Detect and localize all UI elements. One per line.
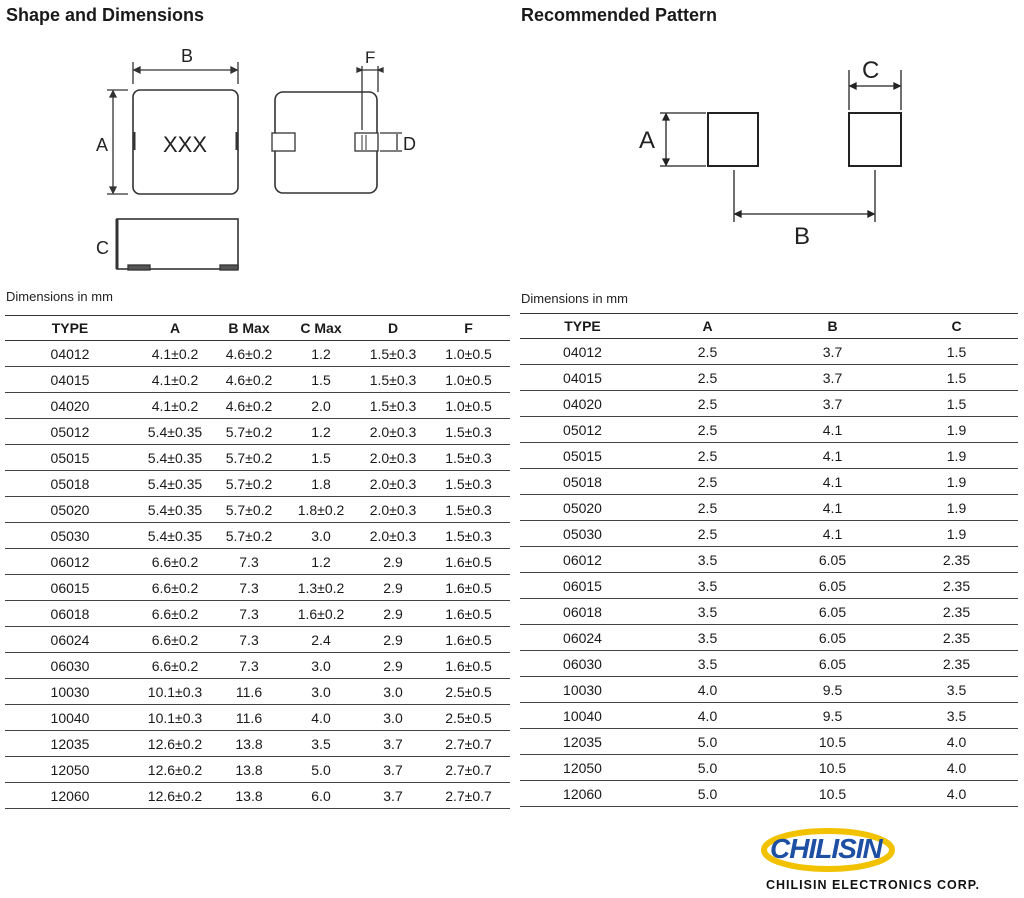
dimensions-table-cell: 7.3 [215,627,283,653]
pattern-table-cell: 1.5 [895,339,1018,365]
pattern-table-cell: 6.05 [770,625,895,651]
dimensions-table-header-2: B Max [215,316,283,341]
dimensions-table-row [5,549,510,575]
pattern-table-cell: 05018 [520,469,645,495]
pattern-table-cell: 5.0 [645,781,770,807]
dimensions-table-cell: 06030 [5,653,135,679]
pattern-table-cell: 6.05 [770,599,895,625]
dimensions-table-cell: 4.1±0.2 [135,341,215,367]
pattern-table-cell: 3.5 [645,547,770,573]
pattern-table-cell: 3.5 [645,573,770,599]
dimensions-table-cell: 1.2 [283,341,359,367]
dimensions-table-cell: 1.8±0.2 [283,497,359,523]
dimensions-table-cell: 05030 [5,523,135,549]
pattern-table-cell: 4.1 [770,469,895,495]
dimensions-table-cell: 06018 [5,601,135,627]
pattern-table-row [520,677,1018,703]
dimensions-table-cell: 2.9 [359,549,427,575]
pattern-table-cell: 1.5 [895,365,1018,391]
dimensions-table-cell: 1.5±0.3 [427,445,510,471]
pattern-table-cell: 06030 [520,651,645,677]
pattern-table-row [520,547,1018,573]
pattern-table-cell: 4.0 [645,677,770,703]
pattern-table-cell: 2.5 [645,339,770,365]
pattern-table-cell: 12035 [520,729,645,755]
pattern-table-row [520,703,1018,729]
pattern-label-a: A [639,127,656,154]
dimensions-table-cell: 05012 [5,419,135,445]
dimensions-table-cell: 4.1±0.2 [135,367,215,393]
dimensions-table-cell: 5.7±0.2 [215,471,283,497]
pattern-table-cell: 4.1 [770,521,895,547]
pattern-table-row [520,625,1018,651]
dimensions-table-cell: 1.5±0.3 [427,471,510,497]
pattern-table-cell: 4.1 [770,443,895,469]
pattern-table-cell: 4.0 [895,781,1018,807]
dimensions-table-cell: 3.5 [283,731,359,757]
pattern-table-cell: 5.0 [645,755,770,781]
dimensions-table-cell: 2.0 [283,393,359,419]
dimensions-table-cell: 1.6±0.2 [283,601,359,627]
pattern-table-cell: 3.7 [770,339,895,365]
dimensions-table-cell: 1.5 [283,445,359,471]
dimensions-table-cell: 3.0 [283,679,359,705]
pattern-table-row [520,573,1018,599]
pattern-table-row [520,521,1018,547]
pattern-label-c: C [862,57,880,84]
dimensions-table-cell: 1.5±0.3 [359,393,427,419]
pattern-table-cell: 10030 [520,677,645,703]
shape-dimensions-title: Shape and Dimensions [6,5,205,25]
pattern-table-cell: 2.5 [645,521,770,547]
pattern-table-row [520,443,1018,469]
pattern-label-b: B [794,223,811,250]
pattern-table-cell: 1.9 [895,469,1018,495]
dimensions-table-cell: 2.5±0.5 [427,679,510,705]
label-d: D [403,134,416,154]
pattern-table-cell: 3.5 [645,651,770,677]
dimensions-table-cell: 5.7±0.2 [215,445,283,471]
pattern-table-cell: 10.5 [770,729,895,755]
pattern-table-row [520,755,1018,781]
recommended-pattern-title: Recommended Pattern [521,5,718,25]
dimensions-table-row [5,471,510,497]
dimensions-table-row [5,705,510,731]
pattern-table-cell: 05015 [520,443,645,469]
pattern-table-cell: 2.5 [645,443,770,469]
chilisin-logo [760,826,920,872]
pattern-table-cell: 10.5 [770,755,895,781]
dimensions-table-row [5,393,510,419]
dimensions-table-cell: 6.6±0.2 [135,653,215,679]
marking-text: XXX [163,132,208,157]
pattern-table-cell: 5.0 [645,729,770,755]
dimensions-table-cell: 12.6±0.2 [135,731,215,757]
dimensions-table-row [5,627,510,653]
pattern-table-cell: 06012 [520,547,645,573]
dimensions-table-cell: 5.7±0.2 [215,497,283,523]
dimensions-table-cell: 4.1±0.2 [135,393,215,419]
dimensions-table-cell: 2.0±0.3 [359,497,427,523]
dimensions-table-cell: 1.6±0.5 [427,653,510,679]
dimensions-table-cell: 7.3 [215,575,283,601]
pattern-table-header-1: A [645,314,770,339]
pattern-table-row [520,417,1018,443]
dimensions-table-row [5,419,510,445]
dimensions-table-cell: 2.9 [359,653,427,679]
dimensions-table-cell: 1.2 [283,549,359,575]
dimensions-table-cell: 2.7±0.7 [427,731,510,757]
company-name: CHILISIN ELECTRONICS CORP. [766,878,980,892]
dimensions-table-header [5,316,510,341]
pattern-table-cell: 2.35 [895,625,1018,651]
dimensions-table-cell: 5.4±0.35 [135,523,215,549]
dimensions-table-cell: 05015 [5,445,135,471]
pattern-table-cell: 06015 [520,573,645,599]
dimensions-table-cell: 3.0 [283,523,359,549]
pattern-drawing [620,40,980,260]
pattern-table-cell: 4.1 [770,417,895,443]
dimensions-table-cell: 3.0 [283,653,359,679]
pattern-table-cell: 2.35 [895,599,1018,625]
pattern-table-row [520,729,1018,755]
pattern-table-row [520,651,1018,677]
pattern-table-row [520,599,1018,625]
dimensions-table-cell: 4.0 [283,705,359,731]
pattern-table-cell: 04020 [520,391,645,417]
dimensions-table-header-1: A [135,316,215,341]
pattern-table-cell: 06018 [520,599,645,625]
dimensions-table-row [5,731,510,757]
pattern-table-cell: 05030 [520,521,645,547]
pattern-table-cell: 4.1 [770,495,895,521]
dimensions-table-cell: 12050 [5,757,135,783]
pattern-table-cell: 1.9 [895,417,1018,443]
dimensions-table-cell: 1.0±0.5 [427,367,510,393]
pattern-table-cell: 2.5 [645,391,770,417]
pattern-table-cell: 1.9 [895,443,1018,469]
dimensions-table-row [5,783,510,809]
pattern-table-row [520,339,1018,365]
dimensions-table-cell: 13.8 [215,757,283,783]
dimensions-table-cell: 10.1±0.3 [135,705,215,731]
units-note-left: Dimensions in mm [6,289,113,304]
dimensions-table-row [5,341,510,367]
dimensions-table-cell: 2.9 [359,601,427,627]
dimensions-table-header-5: F [427,316,510,341]
pattern-table-cell: 2.35 [895,573,1018,599]
pattern-table-header-0: TYPE [520,314,645,339]
dimensions-table-cell: 1.5±0.3 [427,523,510,549]
pattern-table-cell: 12060 [520,781,645,807]
dimensions-table-cell: 04012 [5,341,135,367]
units-note-right: Dimensions in mm [521,291,628,306]
dimensions-table-cell: 5.0 [283,757,359,783]
dimensions-table-cell: 2.0±0.3 [359,445,427,471]
pattern-table-cell: 4.0 [645,703,770,729]
dimensions-table-cell: 4.6±0.2 [215,367,283,393]
dimensions-table-cell: 3.7 [359,731,427,757]
pattern-table-cell: 6.05 [770,547,895,573]
dimensions-table-cell: 2.4 [283,627,359,653]
pattern-table-cell: 3.5 [645,599,770,625]
pattern-table-cell: 9.5 [770,677,895,703]
pattern-table-cell: 2.5 [645,469,770,495]
pattern-table-cell: 05020 [520,495,645,521]
pattern-table-cell: 1.9 [895,495,1018,521]
dimensions-table-cell: 5.7±0.2 [215,523,283,549]
dimensions-table-row [5,367,510,393]
pattern-table-cell: 05012 [520,417,645,443]
dimensions-table-cell: 2.7±0.7 [427,783,510,809]
dimensions-table-row [5,653,510,679]
dimensions-table-cell: 1.5±0.3 [427,419,510,445]
pattern-table-row [520,469,1018,495]
pattern-table-row [520,781,1018,807]
dimensions-table-header-4: D [359,316,427,341]
dimensions-table-header-3: C Max [283,316,359,341]
dimensions-table-row [5,445,510,471]
shape-drawing [0,40,500,280]
dimensions-table-cell: 6.6±0.2 [135,601,215,627]
dimensions-table-cell: 05020 [5,497,135,523]
pattern-table-cell: 1.9 [895,521,1018,547]
pattern-table-cell: 04012 [520,339,645,365]
dimensions-table-cell: 13.8 [215,731,283,757]
pattern-table-row [520,365,1018,391]
dimensions-table-cell: 3.0 [359,705,427,731]
dimensions-table-cell: 1.6±0.5 [427,575,510,601]
dimensions-table-cell: 1.6±0.5 [427,627,510,653]
dimensions-table-cell: 1.5±0.3 [359,341,427,367]
pattern-table-row [520,495,1018,521]
pattern-table-cell: 12050 [520,755,645,781]
dimensions-table-cell: 1.6±0.5 [427,601,510,627]
dimensions-table-cell: 1.6±0.5 [427,549,510,575]
dimensions-table-cell: 2.9 [359,627,427,653]
pattern-table-cell: 2.35 [895,547,1018,573]
dimensions-table-row [5,575,510,601]
pattern-table-cell: 06024 [520,625,645,651]
logo-brand-text: CHILISIN [770,833,882,864]
dimensions-table-row [5,497,510,523]
dimensions-table-cell: 04015 [5,367,135,393]
dimensions-table-row [5,523,510,549]
pattern-table-cell: 3.7 [770,391,895,417]
pattern-table-cell: 4.0 [895,729,1018,755]
dimensions-table [5,315,510,809]
dimensions-table-cell: 06012 [5,549,135,575]
pattern-table-row [520,391,1018,417]
dimensions-table-cell: 4.6±0.2 [215,393,283,419]
dimensions-table-cell: 1.5±0.3 [427,497,510,523]
dimensions-table-cell: 4.6±0.2 [215,341,283,367]
pattern-table-cell: 4.0 [895,755,1018,781]
pattern-table-cell: 3.5 [645,625,770,651]
pattern-table-cell: 3.5 [895,677,1018,703]
pattern-table-cell: 2.35 [895,651,1018,677]
label-a: A [96,135,109,155]
dimensions-table-cell: 2.0±0.3 [359,471,427,497]
dimensions-table-cell: 1.5 [283,367,359,393]
pattern-table-cell: 2.5 [645,495,770,521]
dimensions-table-cell: 2.0±0.3 [359,523,427,549]
dimensions-table-cell: 5.4±0.35 [135,419,215,445]
pattern-table-cell: 1.5 [895,391,1018,417]
dimensions-table-cell: 5.4±0.35 [135,445,215,471]
dimensions-table-row [5,601,510,627]
dimensions-table-cell: 11.6 [215,679,283,705]
dimensions-table-cell: 06015 [5,575,135,601]
dimensions-table-cell: 10040 [5,705,135,731]
dimensions-table-cell: 1.0±0.5 [427,393,510,419]
pattern-table-cell: 2.5 [645,365,770,391]
dimensions-table-cell: 12.6±0.2 [135,757,215,783]
dimensions-table-cell: 6.6±0.2 [135,549,215,575]
dimensions-table-cell: 3.7 [359,783,427,809]
dimensions-table-cell: 10.1±0.3 [135,679,215,705]
pattern-table-cell: 6.05 [770,651,895,677]
dimensions-table-cell: 7.3 [215,601,283,627]
pattern-table-header-3: C [895,314,1018,339]
dimensions-table-cell: 5.7±0.2 [215,419,283,445]
dimensions-table-cell: 3.7 [359,757,427,783]
dimensions-table-cell: 7.3 [215,653,283,679]
dimensions-table-cell: 2.9 [359,575,427,601]
pattern-table-cell: 3.7 [770,365,895,391]
pattern-table-header [520,314,1018,339]
pattern-table-cell: 3.5 [895,703,1018,729]
pattern-table-cell: 04015 [520,365,645,391]
dimensions-table-cell: 6.6±0.2 [135,627,215,653]
dimensions-table-cell: 06024 [5,627,135,653]
dimensions-table-cell: 10030 [5,679,135,705]
dimensions-table-cell: 1.0±0.5 [427,341,510,367]
dimensions-table-row [5,757,510,783]
pattern-table-cell: 10040 [520,703,645,729]
dimensions-table-cell: 3.0 [359,679,427,705]
pattern-table-cell: 2.5 [645,417,770,443]
dimensions-table-row [5,679,510,705]
dimensions-table-cell: 6.6±0.2 [135,575,215,601]
dimensions-table-cell: 12.6±0.2 [135,783,215,809]
dimensions-table-cell: 1.2 [283,419,359,445]
label-b: B [181,46,194,66]
dimensions-table-cell: 7.3 [215,549,283,575]
dimensions-table-header-0: TYPE [5,316,135,341]
pattern-table-cell: 10.5 [770,781,895,807]
dimensions-table-cell: 2.7±0.7 [427,757,510,783]
label-c: C [96,238,109,258]
dimensions-table-cell: 1.3±0.2 [283,575,359,601]
pattern-table-cell: 9.5 [770,703,895,729]
dimensions-table-cell: 04020 [5,393,135,419]
dimensions-table-cell: 2.0±0.3 [359,419,427,445]
dimensions-table-cell: 6.0 [283,783,359,809]
dimensions-table-cell: 5.4±0.35 [135,497,215,523]
dimensions-table-cell: 1.5±0.3 [359,367,427,393]
dimensions-table-cell: 11.6 [215,705,283,731]
dimensions-table-cell: 05018 [5,471,135,497]
dimensions-table-cell: 13.8 [215,783,283,809]
dimensions-table-cell: 12060 [5,783,135,809]
pattern-table-cell: 6.05 [770,573,895,599]
dimensions-table-cell: 12035 [5,731,135,757]
dimensions-table-cell: 2.5±0.5 [427,705,510,731]
dimensions-table-cell: 5.4±0.35 [135,471,215,497]
pattern-table-header-2: B [770,314,895,339]
pattern-table [520,313,1018,807]
dimensions-table-cell: 1.8 [283,471,359,497]
label-f: F [365,48,376,67]
